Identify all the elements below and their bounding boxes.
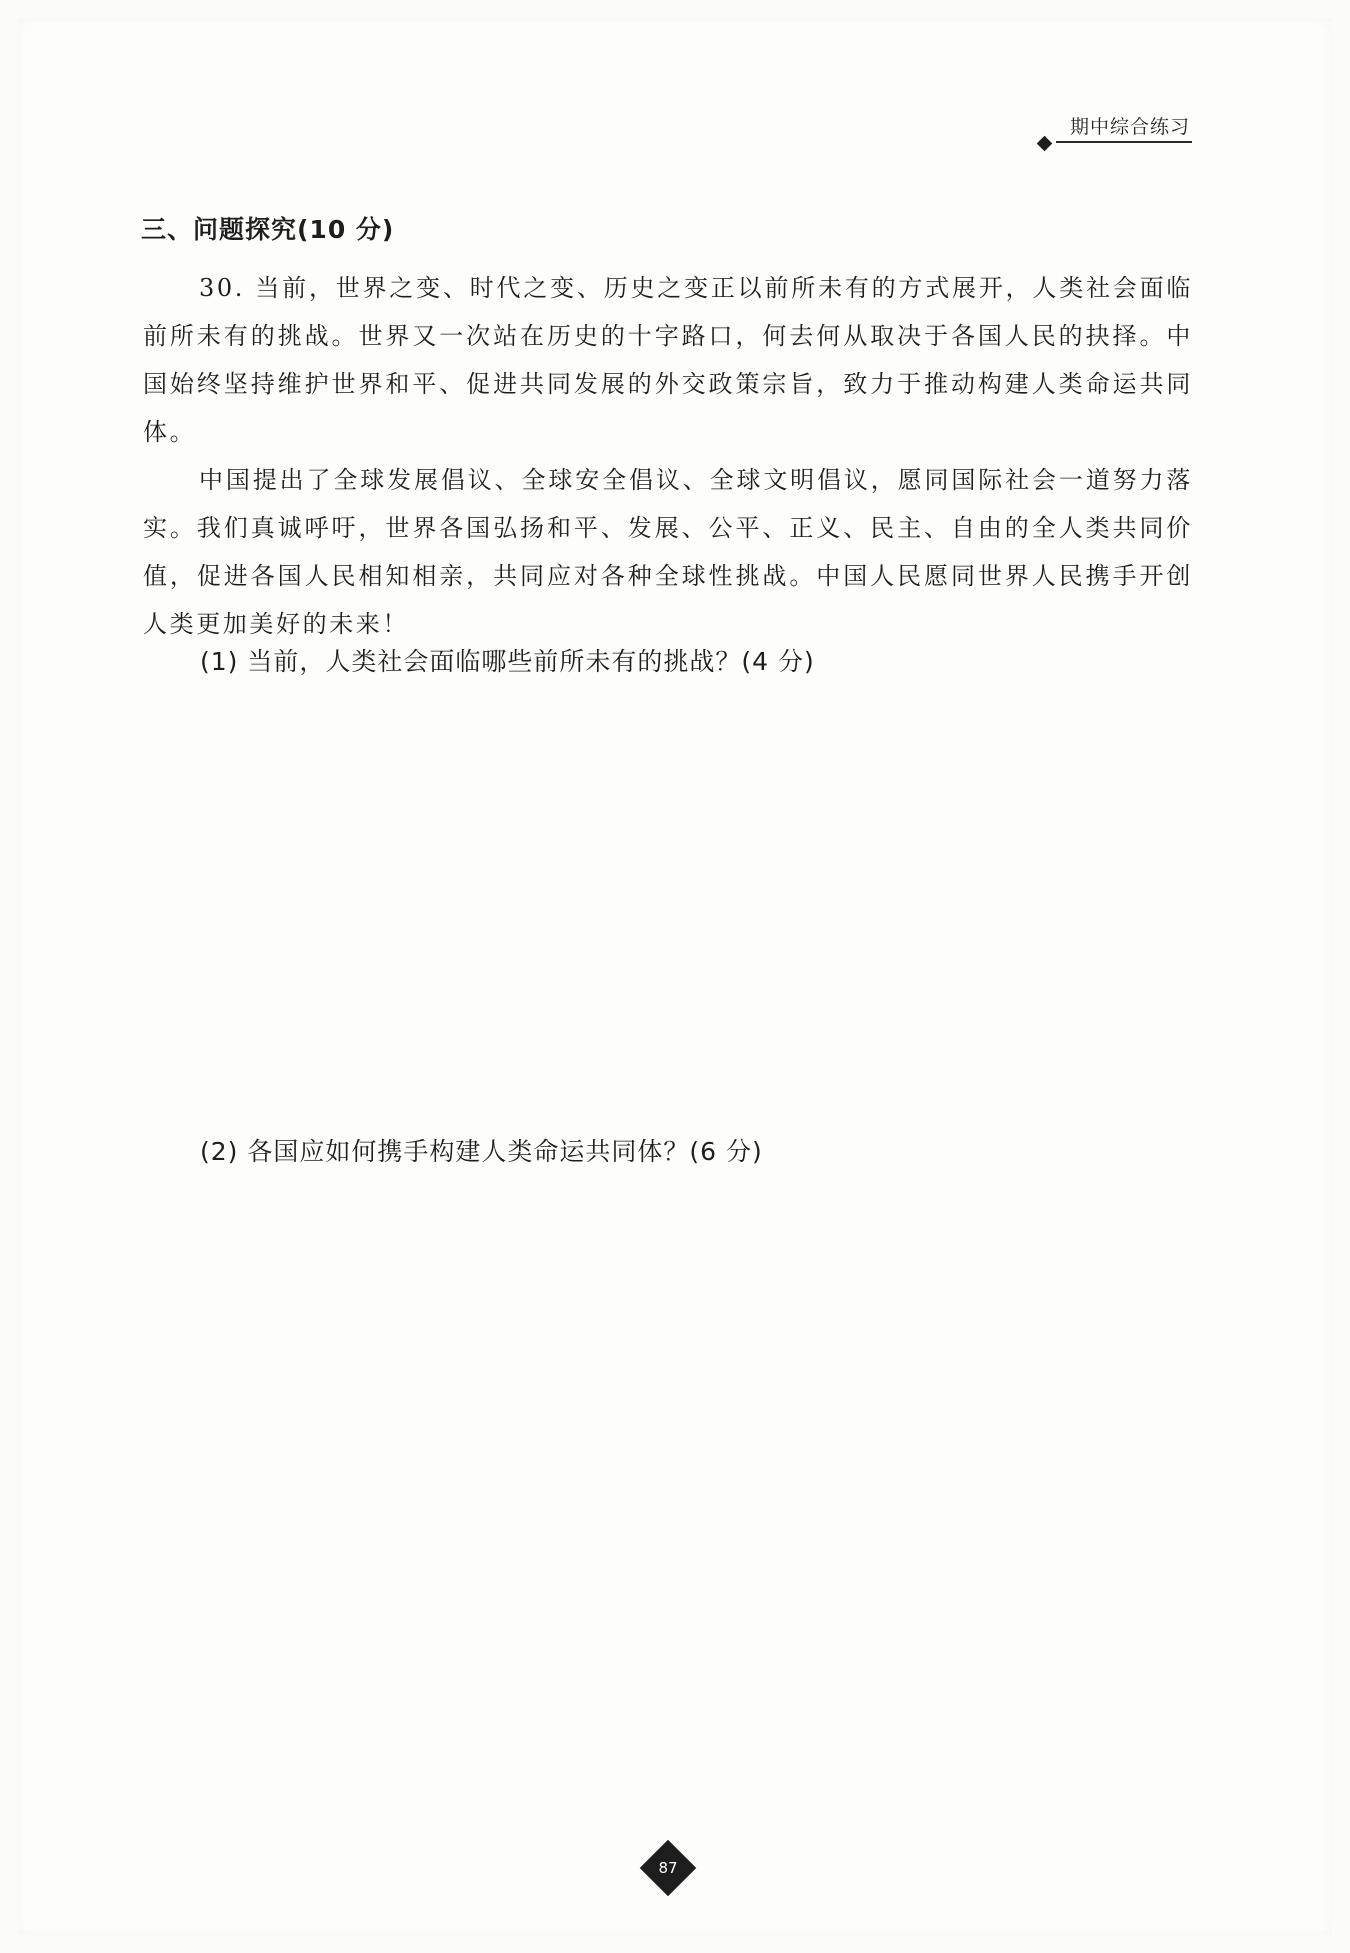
header-underline: [1056, 112, 1192, 143]
question-paragraph-1: 30. 当前，世界之变、时代之变、历史之变正以前所未有的方式展开，人类社会面临前所未有的挑战。世界又一次站在历史的十字路口，何去何从取决于各国人民的抉择。中国始终坚持维护世界和平、促进共同发展的外交政策宗旨，致力于推动构建人类命运共同体。: [143, 274, 1193, 446]
running-header: [1039, 112, 1192, 143]
sub-question-2: (2) 各国应如何携手构建人类命运共同体？(6 分): [200, 1137, 763, 1166]
sub-question-1: (1) 当前，人类社会面临哪些前所未有的挑战？(4 分): [200, 647, 815, 676]
running-title: 期中综合练习: [1069, 116, 1190, 138]
section-heading: 三、问题探究(10 分): [141, 215, 395, 244]
question-paragraph-2: 中国提出了全球发展倡议、全球安全倡议、全球文明倡议，愿同国际社会一道努力落实。我们真诚呼吁，世界各国弘扬和平、发展、公平、正义、民主、自由的全人类共同价值，促进各国人民相知相亲，共同应对各种全球性挑战。中国人民愿同世界人民携手开创人类更加美好的未来！: [143, 466, 1193, 638]
page-number: 87: [658, 1859, 678, 1877]
page-content: [143, 210, 1193, 648]
